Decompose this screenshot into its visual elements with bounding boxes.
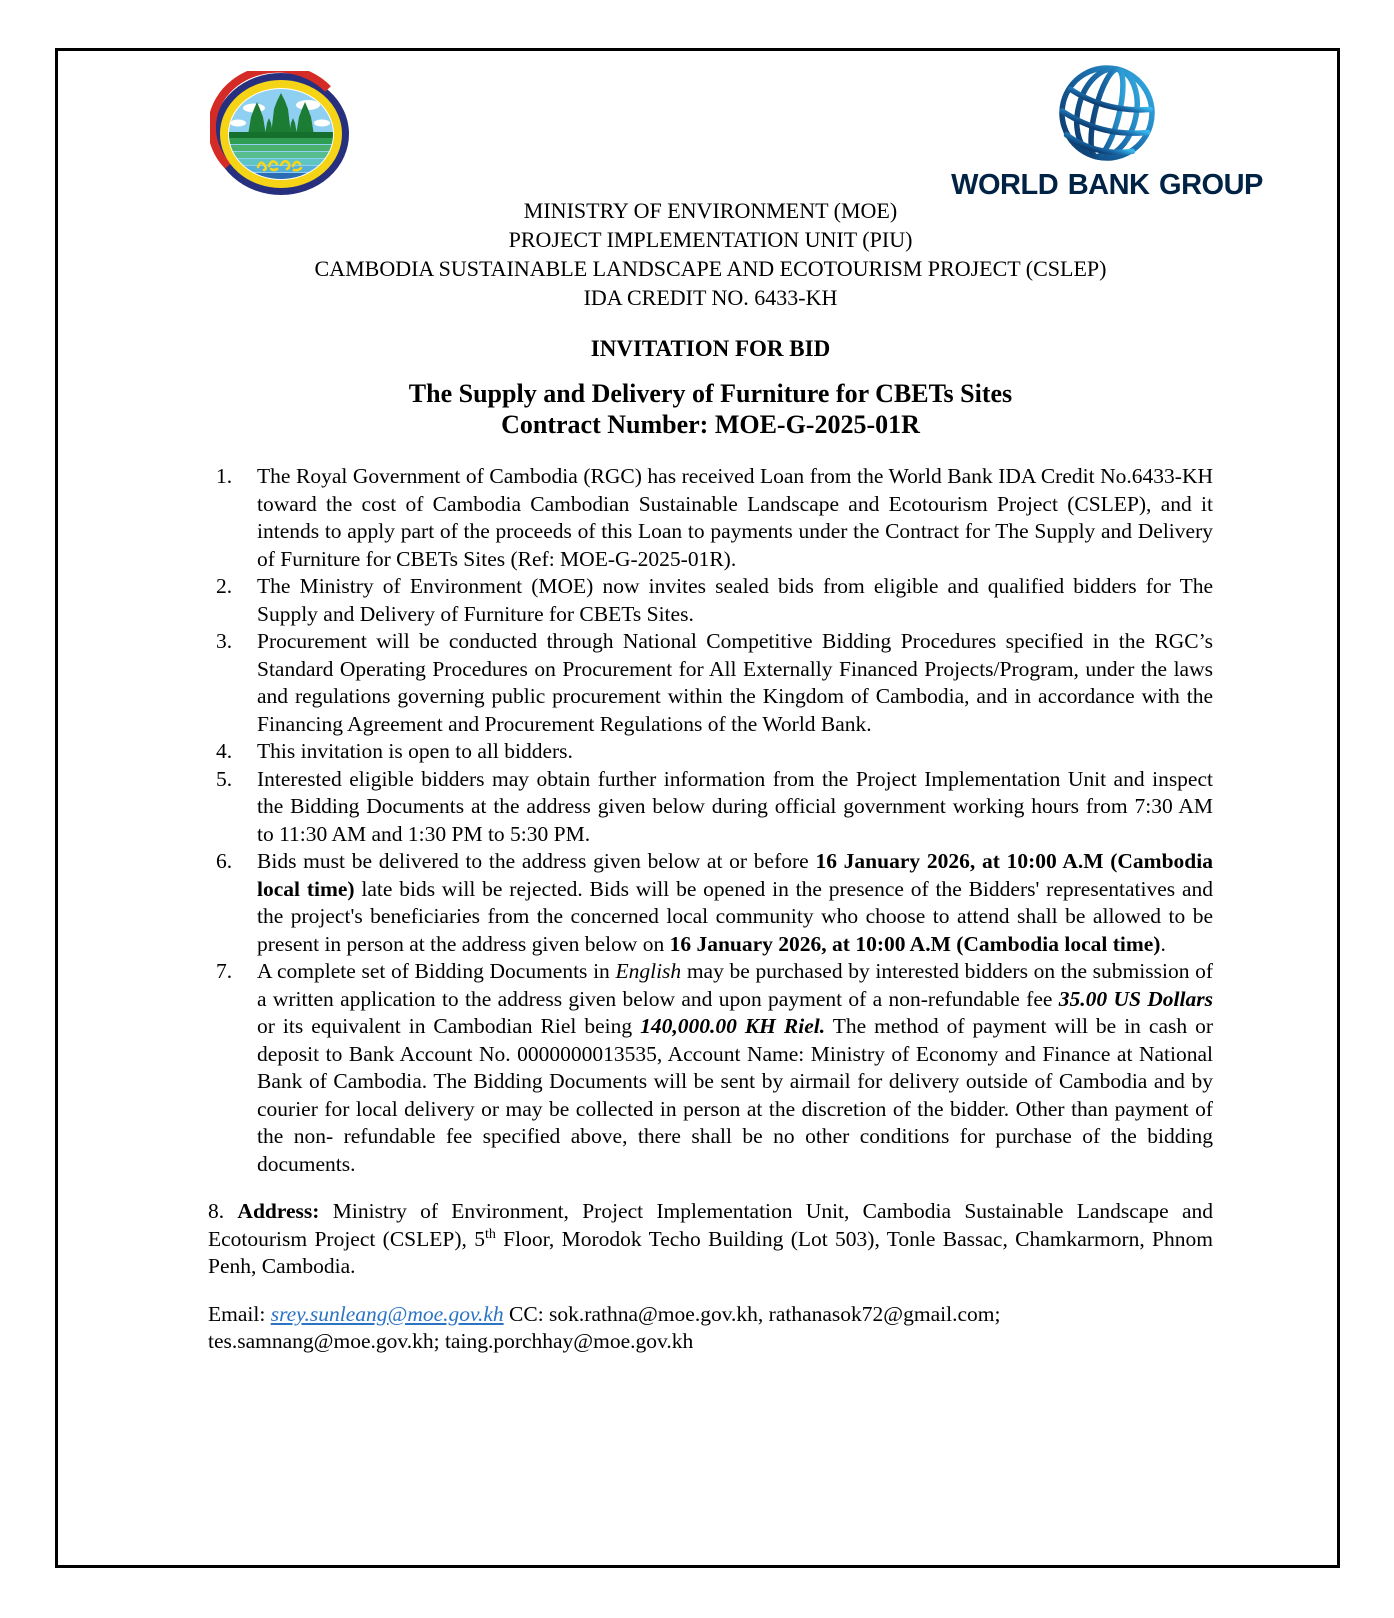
email-prefix: Email: [208, 1301, 271, 1326]
bid-opening-date: 16 January 2026, at 10:00 A.M (Cambodia local time) [669, 931, 1161, 956]
ordinal-superscript: th [484, 1226, 496, 1242]
item-number: 7. [216, 959, 233, 983]
list-item-6: 6. Bids must be delivered to the address given below at or before 16 January 2026, at 10:00 A.M (Cambodia local time) late bids will be rejected. Bids will be opened in the presence of the Bidders' representatives and the project's beneficiaries from the concerned local community who choose to attend shall be allowed to be present in person at the address given below on 16 January 2026, at 10:00 A.M (Cambodia local time). [216, 849, 1213, 956]
bid-conditions-list [208, 463, 1213, 1178]
email-link[interactable]: srey.sunleang@moe.gov.kh [270, 1301, 504, 1326]
document-content [58, 51, 1337, 1565]
ministry-of-environment-logo-icon [210, 71, 352, 199]
list-item-2: 2. The Ministry of Environment (MOE) now invites sealed bids from eligible and qualified bidders for The Supply and Delivery of Furniture for CBETs Sites. [216, 574, 1213, 626]
item-number: 5. [216, 766, 233, 791]
header-line-ministry: MINISTRY OF ENVIRONMENT (MOE) [523, 198, 898, 223]
title-contract-number: Contract Number: MOE-G-2025-01R [501, 410, 920, 439]
title-subject: The Supply and Delivery of Furniture for CBETs Sites [408, 379, 1013, 408]
list-item-1: 1. The Royal Government of Cambodia (RGC) has received Loan from the World Bank IDA Credit No.6433-KH toward the cost of Cambodia Cambodian Sustainable Landscape and Ecotourism Project (CSLEP), and it intends to apply part of the proceeds of this Loan to payments under the Contract for The Supply and Delivery of Furniture for CBETs Sites (Ref: MOE-G-2025-01R). [216, 464, 1213, 571]
language-name: English [615, 959, 682, 983]
list-item-7: 7. A complete set of Bidding Documents in English may be purchased by interested bidders on the submission of a written application to the address given below and upon payment of a non-refundable fee 35.00 US Dollars or its equivalent in Cambodian Riel being 140,000.00 KH Riel. The method of payment will be in cash or deposit to Bank Account No. 0000000013535, Account Name: Ministry of Economy and Finance at National Bank of Cambodia. The Bidding Documents will be sent by airmail for delivery outside of Cambodia and by courier for local delivery or may be collected in person at the discretion of the bidder. Other than payment of the non- refundable fee specified above, there shall be no other conditions for purchase of the bidding documents. [216, 959, 1214, 1176]
world-bank-globe-icon [1055, 61, 1159, 165]
header-line-piu: PROJECT IMPLEMENTATION UNIT (PIU) [508, 227, 913, 252]
item-number: 4. [216, 739, 233, 763]
item-number: 2. [216, 574, 233, 598]
world-bank-label: WORLD BANK GROUP [951, 169, 1263, 201]
fee-riel: 140,000.00 KH Riel. [640, 1014, 826, 1038]
address-paragraph: 8. Address: Ministry of Environment, Project Implementation Unit, Cambodia Sustainable Landscape and Ecotourism Project (CSLEP), 5th Floor, Morodok Techo Building (Lot 503), Tonle Bassac, Chamkarmorn, Phnom Penh, Cambodia. [208, 1199, 1213, 1278]
list-item-3: 3. Procurement will be conducted through National Competitive Bidding Procedures specified in the RGC’s Standard Operating Procedures on Procurement for All Externally Financed Projects/Program, under the laws and regulations governing public procurement within the Kingdom of Cambodia, and in accordance with the Financing Agreement and Procurement Regulations of the World Bank. [216, 629, 1213, 736]
list-item-4: 4. This invitation is open to all bidders. [208, 738, 1213, 766]
invitation-heading: INVITATION FOR BID [590, 336, 831, 361]
address-label: Address: [237, 1199, 320, 1223]
list-item-5: 5. Interested eligible bidders may obtain further information from the Project Implementation Unit and inspect the Bidding Documents at the address given below during official government working hours from 7:30 AM to 11:30 AM and 1:30 PM to 5:30 PM. [216, 766, 1213, 846]
item-number: 1. [216, 464, 233, 488]
fee-usd: 35.00 US Dollars [1058, 986, 1213, 1011]
bid-deadline: 16 January 2026, at 10:00 A.M (Cambodia local time) [257, 849, 1213, 901]
document-page-border [55, 48, 1340, 1568]
email-paragraph [208, 1301, 1213, 1356]
email-cc-list: CC: sok.rathna@moe.gov.kh, rathanasok72@gmail.com; tes.samnang@moe.gov.kh; taing.porchhay@moe.gov.kh [208, 1301, 1001, 1353]
world-bank-logo [942, 61, 1272, 202]
item-number: 6. [216, 849, 233, 873]
item-number: 3. [216, 629, 233, 653]
header-line-credit: IDA CREDIT NO. 6433-KH [583, 285, 838, 310]
header-line-project: CAMBODIA SUSTAINABLE LANDSCAPE AND ECOTOURISM PROJECT (CSLEP) [314, 256, 1107, 281]
document-title [208, 378, 1213, 440]
